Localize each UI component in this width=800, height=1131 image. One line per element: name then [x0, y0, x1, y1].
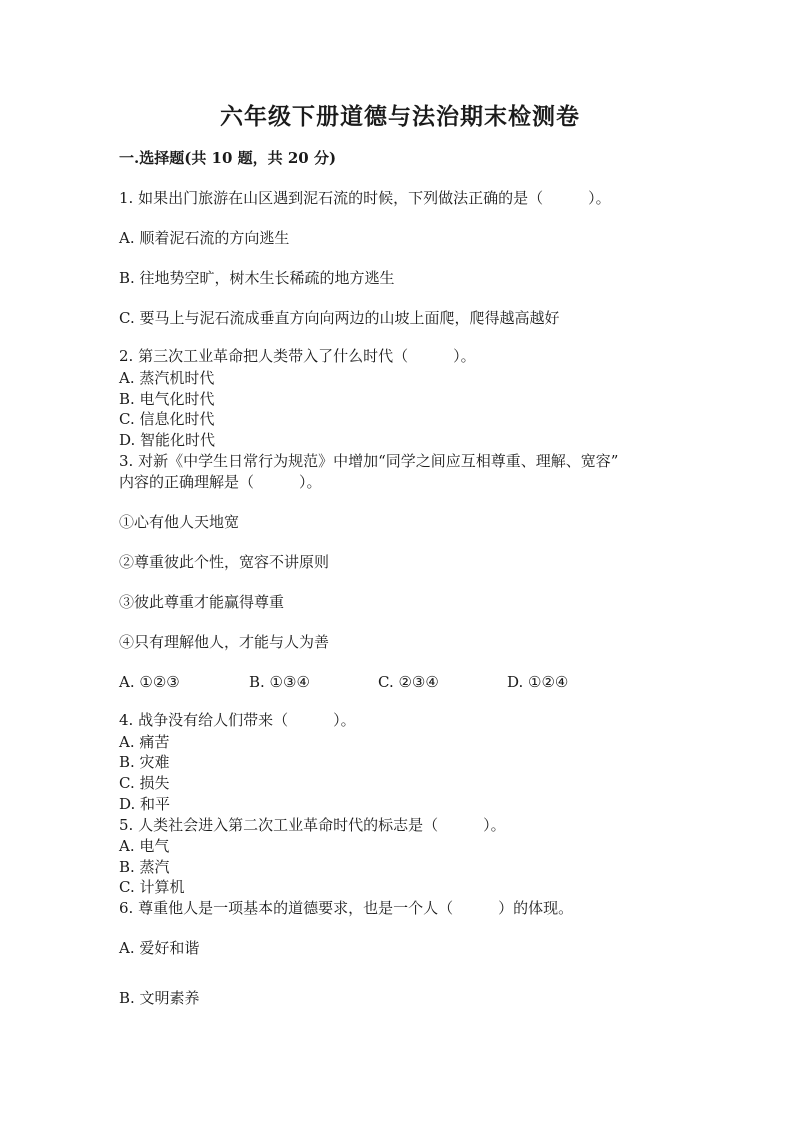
- question-2-option-b: B. 电气化时代: [119, 390, 215, 408]
- question-1-option-c: C. 要马上与泥石流成垂直方向向两边的山坡上面爬，爬得越高越好: [119, 309, 560, 327]
- question-3-option-c: C. ②③④: [378, 673, 439, 691]
- question-3-statement-4: ④只有理解他人，才能与人为善: [119, 633, 330, 651]
- question-5-option-c: C. 计算机: [119, 878, 185, 896]
- question-3-statement-1: ①心有他人天地宽: [119, 513, 240, 531]
- question-3-option-b: B. ①③④: [249, 673, 310, 691]
- question-2-option-d: D. 智能化时代: [119, 431, 216, 449]
- section-heading: 一.选择题(共 10 题，共 20 分): [119, 149, 337, 167]
- question-4-stem: 4. 战争没有给人们带来（ ）。: [119, 711, 356, 729]
- question-4-option-a: A. 痛苦: [119, 733, 170, 751]
- question-3-statement-3: ③彼此尊重才能赢得尊重: [119, 593, 285, 611]
- question-1-stem: 1. 如果出门旅游在山区遇到泥石流的时候，下列做法正确的是（ ）。: [119, 189, 611, 207]
- question-6-option-b: B. 文明素养: [119, 989, 200, 1007]
- question-3-statement-2: ②尊重彼此个性，宽容不讲原则: [119, 553, 330, 571]
- question-3-option-d: D. ①②④: [507, 673, 569, 691]
- question-5-option-b: B. 蒸汽: [119, 858, 170, 876]
- question-2-option-c: C. 信息化时代: [119, 410, 215, 428]
- question-2-stem: 2. 第三次工业革命把人类带入了什么时代（ ）。: [119, 347, 476, 365]
- question-4-option-d: D. 和平: [119, 795, 171, 813]
- question-6-stem: 6. 尊重他人是一项基本的道德要求，也是一个人（ ）的体现。: [119, 899, 574, 917]
- question-1-option-a: A. 顺着泥石流的方向逃生: [119, 229, 290, 247]
- question-2-option-a: A. 蒸汽机时代: [119, 369, 215, 387]
- question-3-stem-line1: 3. 对新《中学生日常行为规范》中增加“同学之间应互相尊重、理解、宽容”: [119, 452, 619, 470]
- question-3-option-a: A. ①②③: [119, 673, 180, 691]
- question-4-option-b: B. 灾难: [119, 753, 170, 771]
- exam-title: 六年级下册道德与法治期末检测卷: [220, 103, 580, 130]
- question-3-stem-line2: 内容的正确理解是（ ）。: [119, 473, 322, 491]
- question-4-option-c: C. 损失: [119, 774, 170, 792]
- question-5-option-a: A. 电气: [119, 837, 170, 855]
- question-5-stem: 5. 人类社会进入第二次工业革命时代的标志是（ ）。: [119, 816, 506, 834]
- question-6-option-a: A. 爱好和谐: [119, 939, 200, 957]
- question-1-option-b: B. 往地势空旷，树木生长稀疏的地方逃生: [119, 269, 395, 287]
